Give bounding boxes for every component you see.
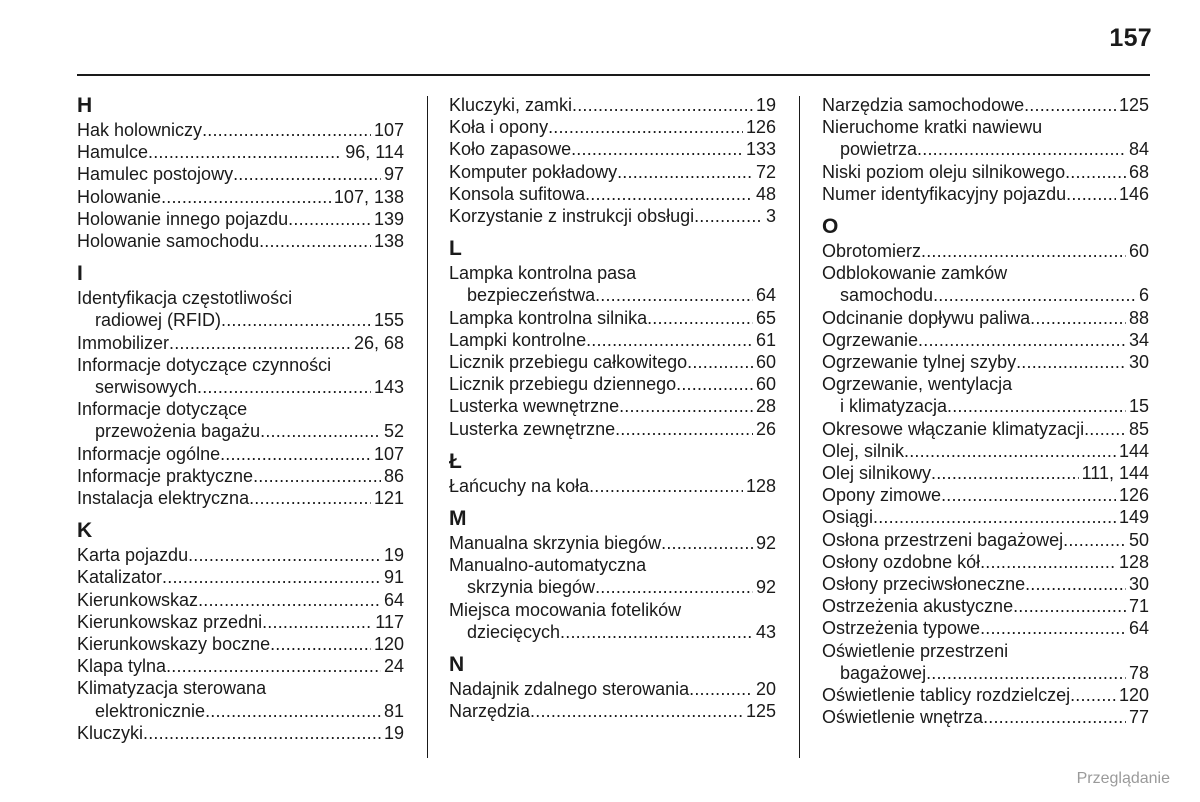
section-letter: K <box>77 519 93 543</box>
index-entry: Konsola sufitowa ..... 48 <box>449 183 776 205</box>
index-entry: Lusterka wewnętrzne ..... 28 <box>449 395 776 417</box>
index-entry: elektronicznie ..... 81 <box>77 700 404 722</box>
index-entry: Kluczyki ..... 19 <box>77 722 404 744</box>
index-entry-first-line: Oświetlenie przestrzeni <box>822 640 1009 661</box>
index-entry-first-line: Odblokowanie zamków <box>822 263 1008 284</box>
index-entry: Ostrzeżenia akustyczne ..... 71 <box>822 595 1149 617</box>
index-entry: Koło zapasowe ..... 133 <box>449 138 776 160</box>
index-entry: Hamulec postojowy ..... 97 <box>77 163 404 185</box>
section-letter: L <box>449 237 462 261</box>
index-entry: Lusterka zewnętrzne ..... 26 <box>449 418 776 440</box>
index-entry: Opony zimowe ..... 126 <box>822 484 1149 506</box>
index-entry: skrzynia biegów ..... 92 <box>449 576 776 598</box>
index-entry-first-line: Klimatyzacja sterowana <box>77 678 267 699</box>
index-entry: samochodu ..... 6 <box>822 284 1149 306</box>
index-entry: Oświetlenie tablicy rozdzielczej ..... 120 <box>822 684 1149 706</box>
index-entry-first-line: Identyfikacja częstotliwości <box>77 288 293 309</box>
index-entry: Olej silnikowy ..... 111, 144 <box>822 462 1149 484</box>
index-entry: Manualna skrzynia biegów ..... 92 <box>449 532 776 554</box>
index-entry: Odcinanie dopływu paliwa ..... 88 <box>822 307 1149 329</box>
column-separator <box>799 96 800 758</box>
section-letter: M <box>449 507 467 531</box>
section-letter: H <box>77 94 93 117</box>
index-entry: Holowanie innego pojazdu ..... 139 <box>77 208 404 230</box>
index-entry: Hamulce ..... 96, 114 <box>77 141 404 163</box>
index-entry: Karta pojazdu ..... 19 <box>77 544 404 566</box>
index-entry: Nadajnik zdalnego sterowania ..... 20 <box>449 678 776 700</box>
index-entry: Hak holowniczy ..... 107 <box>77 119 404 141</box>
index-entry: Informacje praktyczne ..... 86 <box>77 465 404 487</box>
index-entry: i klimatyzacja ..... 15 <box>822 395 1149 417</box>
page-number: 157 <box>1109 24 1152 52</box>
index-entry: Katalizator ..... 91 <box>77 566 404 588</box>
index-entry: Ogrzewanie ..... 34 <box>822 329 1149 351</box>
index-entry: radiowej (RFID) ..... 155 <box>77 309 404 331</box>
index-entry: Numer identyfikacyjny pojazdu ..... 146 <box>822 183 1149 205</box>
index-entry: powietrza ..... 84 <box>822 138 1149 160</box>
index-entry: Informacje ogólne ..... 107 <box>77 443 404 465</box>
index-entry-first-line: Informacje dotyczące czynności <box>77 354 332 375</box>
index-entry-first-line: Ogrzewanie, wentylacja <box>822 374 1013 395</box>
index-entry: Lampka kontrolna silnika ..... 65 <box>449 307 776 329</box>
section-letter: N <box>449 653 465 677</box>
index-entry: przewożenia bagażu ..... 52 <box>77 420 404 442</box>
index-entry: Licznik przebiegu dziennego ..... 60 <box>449 373 776 395</box>
index-entry: Kierunkowskaz ..... 64 <box>77 589 404 611</box>
index-entry: Łańcuchy na koła ..... 128 <box>449 475 776 497</box>
index-column-2 <box>449 94 776 722</box>
index-entry: Kierunkowskaz przedni ..... 117 <box>77 611 404 633</box>
index-entry: Lampki kontrolne ..... 61 <box>449 329 776 351</box>
index-entry: Osłony przeciwsłoneczne ..... 30 <box>822 573 1149 595</box>
index-entry-first-line: Miejsca mocowania fotelików <box>449 599 682 620</box>
index-entry-first-line: Lampka kontrolna pasa <box>449 263 637 284</box>
index-entry: Niski poziom oleju silnikowego ..... 68 <box>822 161 1149 183</box>
index-entry: Klapa tylna ..... 24 <box>77 655 404 677</box>
column-separator <box>427 96 428 758</box>
index-entry: Kluczyki, zamki ..... 19 <box>449 94 776 116</box>
index-entry-first-line: Manualno-automatyczna <box>449 555 647 576</box>
section-letter: O <box>822 215 839 239</box>
index-entry: Narzędzia ..... 125 <box>449 700 776 722</box>
index-entry: Komputer pokładowy ..... 72 <box>449 161 776 183</box>
index-entry-first-line: Nieruchome kratki nawiewu <box>822 117 1043 138</box>
header-rule <box>77 74 1150 76</box>
index-entry: Ogrzewanie tylnej szyby ..... 30 <box>822 351 1149 373</box>
index-entry: serwisowych ..... 143 <box>77 376 404 398</box>
section-letter: Ł <box>449 449 462 473</box>
footer-label: Przeglądanie <box>1076 770 1170 787</box>
index-entry: bagażowej ..... 78 <box>822 662 1149 684</box>
index-entry: Instalacja elektryczna ..... 121 <box>77 487 404 509</box>
index-entry: Korzystanie z instrukcji obsługi ..... 3 <box>449 205 776 227</box>
index-entry-first-line: Informacje dotyczące <box>77 399 248 420</box>
index-entry: bezpieczeństwa ..... 64 <box>449 284 776 306</box>
index-entry: Obrotomierz ..... 60 <box>822 240 1149 262</box>
index-entry: Licznik przebiegu całkowitego ..... 60 <box>449 351 776 373</box>
index-entry: Kierunkowskazy boczne ..... 120 <box>77 633 404 655</box>
index-entry: Holowanie ..... 107, 138 <box>77 186 404 208</box>
index-entry: Okresowe włączanie klimatyzacji ..... 85 <box>822 418 1149 440</box>
index-entry: Osłony ozdobne kół ..... 128 <box>822 551 1149 573</box>
index-column-1 <box>77 94 404 744</box>
index-entry: Koła i opony ..... 126 <box>449 116 776 138</box>
section-letter: I <box>77 262 83 286</box>
index-entry: Holowanie samochodu ..... 138 <box>77 230 404 252</box>
index-entry: Oświetlenie wnętrza ..... 77 <box>822 706 1149 728</box>
index-entry: Ostrzeżenia typowe ..... 64 <box>822 617 1149 639</box>
index-entry: Osłona przestrzeni bagażowej ..... 50 <box>822 529 1149 551</box>
index-entry: Osiągi ..... 149 <box>822 506 1149 528</box>
index-entry: Narzędzia samochodowe ..... 125 <box>822 94 1149 116</box>
index-entry: Immobilizer ..... 26, 68 <box>77 332 404 354</box>
index-column-3 <box>822 94 1149 728</box>
index-entry: Olej, silnik ..... 144 <box>822 440 1149 462</box>
index-entry: dziecięcych ..... 43 <box>449 621 776 643</box>
